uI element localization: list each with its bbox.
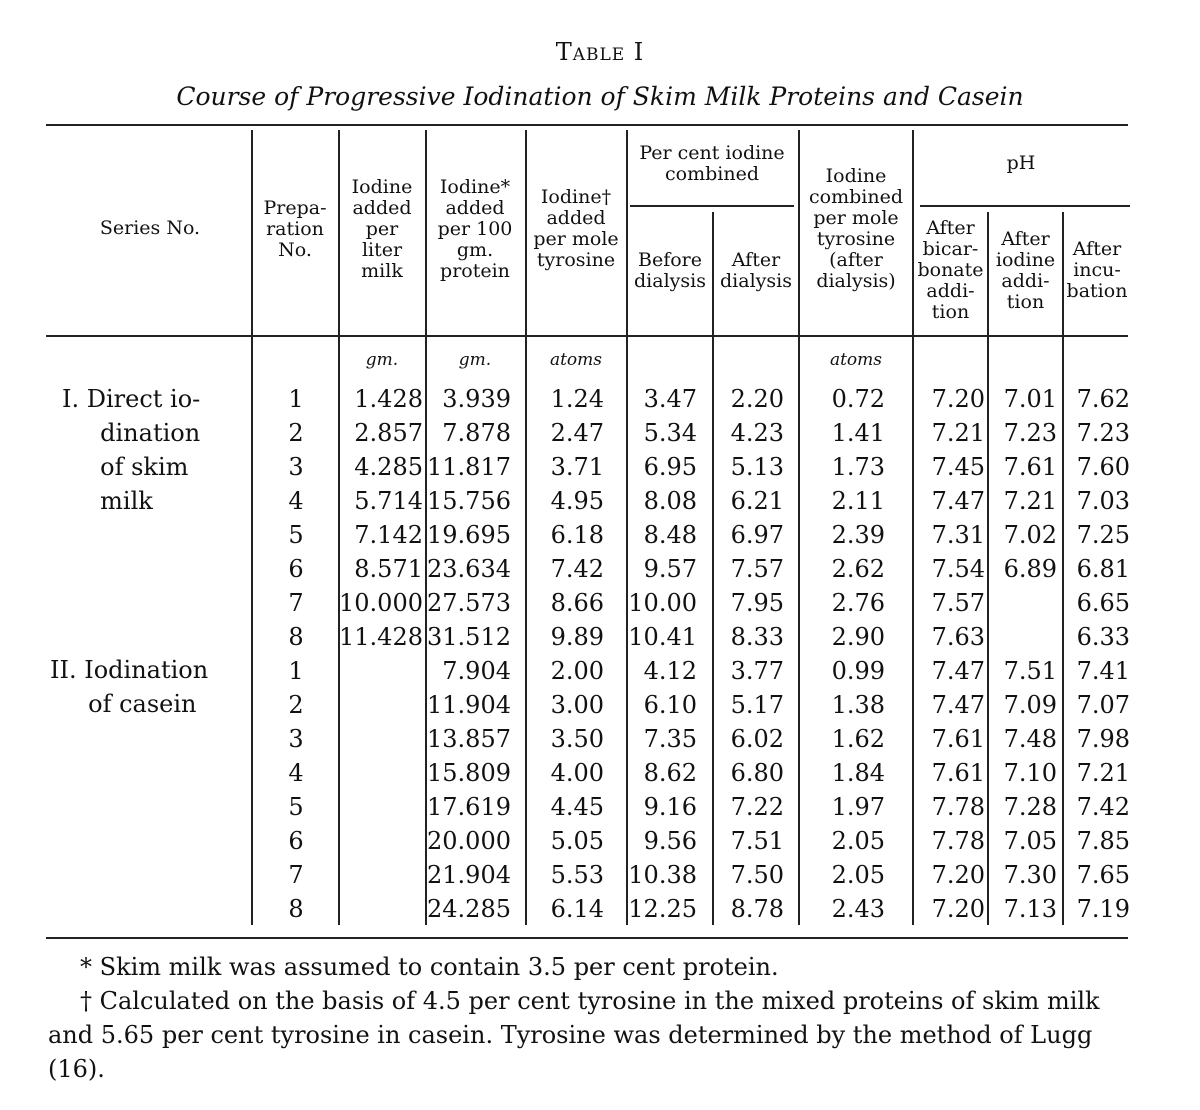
cell-iodine-liter: 1.428	[354, 385, 423, 413]
header-iodine-liter: Iodine added per liter milk	[351, 176, 413, 282]
cell-iodine-liter: 2.857	[354, 419, 423, 447]
cell-ph-iodine: 7.61	[1003, 453, 1057, 481]
cell-prep-no: 1	[288, 657, 304, 685]
cell-percent-before: 7.35	[643, 725, 697, 753]
cell-iodine-mole: 4.45	[550, 793, 604, 821]
cell-ph-incubation: 7.60	[1076, 453, 1130, 481]
cell-percent-before: 8.62	[643, 759, 697, 787]
cell-percent-after: 8.33	[730, 623, 784, 651]
cell-iodine-mole: 7.42	[550, 555, 604, 583]
cell-percent-after: 8.78	[730, 895, 784, 923]
cell-ph-incubation: 7.98	[1076, 725, 1130, 753]
unit-gm: gm.	[458, 350, 492, 370]
header-ph-group: pH	[1006, 152, 1036, 174]
cell-ph-iodine: 7.05	[1003, 827, 1057, 855]
cell-iodine-combined: 1.73	[831, 453, 885, 481]
cell-iodine-mole: 2.00	[550, 657, 604, 685]
cell-ph-iodine: 7.02	[1003, 521, 1057, 549]
cell-iodine-mole: 8.66	[550, 589, 604, 617]
header-rule	[46, 335, 1128, 337]
cell-iodine-liter: 7.142	[354, 521, 423, 549]
header-before-dialysis: Before dialysis	[634, 249, 706, 292]
cell-percent-before: 9.16	[643, 793, 697, 821]
cell-ph-iodine: 7.10	[1003, 759, 1057, 787]
cell-prep-no: 1	[288, 385, 304, 413]
table-row	[0, 722, 1200, 756]
cell-percent-before: 9.56	[643, 827, 697, 855]
header-series: Series No.	[99, 217, 201, 239]
table-title: Table I	[555, 38, 645, 66]
table-row	[0, 858, 1200, 892]
cell-iodine-100gm: 23.634	[427, 555, 511, 583]
cell-iodine-combined: 2.90	[831, 623, 885, 651]
cell-ph-bicarbonate: 7.20	[931, 861, 985, 889]
cell-iodine-liter: 11.428	[339, 623, 423, 651]
cell-prep-no: 2	[288, 419, 304, 447]
cell-iodine-mole: 4.00	[550, 759, 604, 787]
cell-iodine-100gm: 3.939	[442, 385, 511, 413]
cell-iodine-100gm: 7.878	[442, 419, 511, 447]
cell-percent-after: 5.17	[730, 691, 784, 719]
table-row	[0, 756, 1200, 790]
cell-percent-after: 7.95	[730, 589, 784, 617]
cell-iodine-liter: 10.000	[339, 589, 423, 617]
cell-ph-incubation: 7.19	[1076, 895, 1130, 923]
cell-percent-after: 4.23	[730, 419, 784, 447]
series-label-2: II. Iodination of casein	[50, 656, 209, 718]
cell-iodine-combined: 2.43	[831, 895, 885, 923]
cell-iodine-combined: 0.99	[831, 657, 885, 685]
cell-ph-incubation: 7.62	[1076, 385, 1130, 413]
cell-iodine-combined: 1.84	[831, 759, 885, 787]
cell-iodine-100gm: 17.619	[427, 793, 511, 821]
cell-iodine-mole: 5.53	[550, 861, 604, 889]
top-rule	[46, 124, 1128, 126]
cell-ph-incubation: 7.85	[1076, 827, 1130, 855]
table-row	[0, 790, 1200, 824]
cell-percent-after: 7.22	[730, 793, 784, 821]
cell-iodine-100gm: 24.285	[427, 895, 511, 923]
pct-group-rule	[630, 205, 794, 207]
cell-ph-iodine: 7.21	[1003, 487, 1057, 515]
cell-prep-no: 8	[288, 623, 304, 651]
cell-percent-after: 3.77	[730, 657, 784, 685]
cell-prep-no: 8	[288, 895, 304, 923]
cell-percent-after: 6.80	[730, 759, 784, 787]
cell-prep-no: 7	[288, 861, 304, 889]
cell-percent-after: 7.57	[730, 555, 784, 583]
cell-iodine-mole: 3.00	[550, 691, 604, 719]
table-row	[0, 518, 1200, 552]
cell-prep-no: 5	[288, 521, 304, 549]
cell-prep-no: 7	[288, 589, 304, 617]
cell-ph-bicarbonate: 7.20	[931, 895, 985, 923]
unit-gm: gm.	[365, 350, 399, 370]
header-percent-group: Per cent iodine combined	[639, 142, 785, 185]
cell-percent-before: 4.12	[643, 657, 697, 685]
header-prep: Prepa- ration No.	[263, 197, 327, 261]
cell-iodine-100gm: 15.809	[427, 759, 511, 787]
cell-iodine-combined: 2.05	[831, 861, 885, 889]
cell-iodine-100gm: 15.756	[427, 487, 511, 515]
table-row	[0, 654, 1200, 688]
cell-ph-iodine: 7.30	[1003, 861, 1057, 889]
cell-ph-bicarbonate: 7.45	[931, 453, 985, 481]
cell-iodine-mole: 1.24	[550, 385, 604, 413]
cell-ph-bicarbonate: 7.21	[931, 419, 985, 447]
cell-iodine-combined: 2.05	[831, 827, 885, 855]
cell-ph-bicarbonate: 7.57	[931, 589, 985, 617]
cell-percent-after: 6.97	[730, 521, 784, 549]
cell-iodine-100gm: 13.857	[427, 725, 511, 753]
table-row	[0, 382, 1200, 416]
cell-iodine-combined: 0.72	[831, 385, 885, 413]
cell-iodine-combined: 2.39	[831, 521, 885, 549]
header-ph-iodine: After iodine addi- tion	[995, 228, 1056, 313]
cell-prep-no: 6	[288, 827, 304, 855]
cell-ph-incubation: 7.07	[1076, 691, 1130, 719]
cell-percent-after: 7.51	[730, 827, 784, 855]
cell-ph-incubation: 6.81	[1076, 555, 1130, 583]
cell-ph-bicarbonate: 7.63	[931, 623, 985, 651]
header-ph-bicarbonate: After bicar- bonate addi- tion	[917, 217, 984, 323]
table-subtitle: Course of Progressive Iodination of Skim Milk Proteins and Casein	[176, 82, 1024, 111]
cell-prep-no: 3	[288, 725, 304, 753]
cell-ph-incubation: 7.23	[1076, 419, 1130, 447]
cell-percent-before: 10.00	[628, 589, 697, 617]
table-row	[0, 892, 1200, 926]
cell-ph-incubation: 7.42	[1076, 793, 1130, 821]
cell-iodine-100gm: 20.000	[427, 827, 511, 855]
cell-iodine-combined: 1.41	[831, 419, 885, 447]
cell-iodine-combined: 2.76	[831, 589, 885, 617]
cell-percent-before: 10.38	[628, 861, 697, 889]
bottom-rule	[46, 937, 1128, 939]
cell-iodine-combined: 1.62	[831, 725, 885, 753]
cell-percent-before: 6.10	[643, 691, 697, 719]
cell-percent-before: 5.34	[643, 419, 697, 447]
table-row	[0, 824, 1200, 858]
cell-ph-incubation: 7.65	[1076, 861, 1130, 889]
cell-ph-iodine: 7.48	[1003, 725, 1057, 753]
cell-ph-iodine: 7.51	[1003, 657, 1057, 685]
cell-prep-no: 4	[288, 759, 304, 787]
cell-iodine-combined: 2.11	[831, 487, 885, 515]
cell-iodine-100gm: 11.904	[427, 691, 511, 719]
ph-group-rule	[920, 205, 1130, 207]
cell-prep-no: 3	[288, 453, 304, 481]
table-row	[0, 552, 1200, 586]
cell-iodine-mole: 5.05	[550, 827, 604, 855]
cell-ph-iodine: 7.09	[1003, 691, 1057, 719]
cell-percent-before: 3.47	[643, 385, 697, 413]
cell-percent-before: 6.95	[643, 453, 697, 481]
cell-ph-bicarbonate: 7.54	[931, 555, 985, 583]
footnote-star: * Skim milk was assumed to contain 3.5 per cent protein.	[80, 953, 779, 981]
footnote-dagger: † Calculated on the basis of 4.5 per cent tyrosine in the mixed proteins of skim milk and 5.65 per cent tyrosine in casein. Tyrosine was determined by the method of Lugg (16).	[48, 987, 1100, 1083]
series-label-1: I. Direct io- dination of skim milk	[62, 385, 201, 515]
table-row	[0, 450, 1200, 484]
cell-iodine-mole: 6.18	[550, 521, 604, 549]
cell-iodine-combined: 1.97	[831, 793, 885, 821]
cell-percent-after: 7.50	[730, 861, 784, 889]
cell-percent-before: 8.08	[643, 487, 697, 515]
table-row	[0, 620, 1200, 654]
cell-ph-bicarbonate: 7.61	[931, 725, 985, 753]
cell-percent-before: 9.57	[643, 555, 697, 583]
cell-ph-iodine: 6.89	[1003, 555, 1057, 583]
unit-atoms: atoms	[829, 350, 883, 370]
cell-ph-incubation: 6.33	[1076, 623, 1130, 651]
cell-iodine-mole: 6.14	[550, 895, 604, 923]
cell-ph-incubation: 6.65	[1076, 589, 1130, 617]
cell-ph-bicarbonate: 7.47	[931, 487, 985, 515]
cell-ph-iodine: 7.28	[1003, 793, 1057, 821]
cell-iodine-combined: 2.62	[831, 555, 885, 583]
cell-percent-after: 2.20	[730, 385, 784, 413]
cell-percent-after: 6.21	[730, 487, 784, 515]
cell-percent-before: 12.25	[628, 895, 697, 923]
cell-ph-bicarbonate: 7.20	[931, 385, 985, 413]
cell-iodine-liter: 5.714	[354, 487, 423, 515]
unit-atoms: atoms	[549, 350, 603, 370]
cell-prep-no: 5	[288, 793, 304, 821]
cell-ph-incubation: 7.25	[1076, 521, 1130, 549]
cell-ph-incubation: 7.03	[1076, 487, 1130, 515]
cell-iodine-liter: 8.571	[354, 555, 423, 583]
cell-iodine-100gm: 7.904	[442, 657, 511, 685]
cell-ph-bicarbonate: 7.31	[931, 521, 985, 549]
cell-ph-bicarbonate: 7.47	[931, 691, 985, 719]
cell-iodine-100gm: 27.573	[427, 589, 511, 617]
table-row	[0, 688, 1200, 722]
cell-prep-no: 6	[288, 555, 304, 583]
table-row	[0, 586, 1200, 620]
cell-iodine-100gm: 19.695	[427, 521, 511, 549]
cell-iodine-liter: 4.285	[354, 453, 423, 481]
header-after-dialysis: After dialysis	[720, 249, 792, 292]
cell-ph-bicarbonate: 7.78	[931, 827, 985, 855]
header-iodine-mole: Iodine† added per mole tyrosine	[533, 186, 619, 271]
table-row	[0, 484, 1200, 518]
header-iodine-100gm: Iodine* added per 100 gm. protein	[437, 176, 513, 282]
cell-iodine-100gm: 21.904	[427, 861, 511, 889]
cell-ph-bicarbonate: 7.47	[931, 657, 985, 685]
header-ph-incubation: After incu- bation	[1066, 238, 1128, 302]
header-iodine-combined: Iodine combined per mole tyrosine (after dialysis)	[809, 165, 903, 292]
cell-ph-iodine: 7.13	[1003, 895, 1057, 923]
cell-iodine-mole: 3.71	[550, 453, 604, 481]
cell-iodine-combined: 1.38	[831, 691, 885, 719]
cell-percent-before: 10.41	[628, 623, 697, 651]
cell-iodine-mole: 3.50	[550, 725, 604, 753]
cell-prep-no: 2	[288, 691, 304, 719]
cell-ph-iodine: 7.23	[1003, 419, 1057, 447]
cell-iodine-mole: 4.95	[550, 487, 604, 515]
cell-ph-bicarbonate: 7.61	[931, 759, 985, 787]
cell-percent-after: 6.02	[730, 725, 784, 753]
cell-ph-incubation: 7.41	[1076, 657, 1130, 685]
cell-iodine-100gm: 31.512	[427, 623, 511, 651]
cell-percent-after: 5.13	[730, 453, 784, 481]
cell-ph-bicarbonate: 7.78	[931, 793, 985, 821]
cell-percent-before: 8.48	[643, 521, 697, 549]
cell-ph-incubation: 7.21	[1076, 759, 1130, 787]
cell-iodine-100gm: 11.817	[427, 453, 511, 481]
table-row	[0, 416, 1200, 450]
cell-ph-iodine: 7.01	[1003, 385, 1057, 413]
cell-iodine-mole: 2.47	[550, 419, 604, 447]
cell-prep-no: 4	[288, 487, 304, 515]
cell-iodine-mole: 9.89	[550, 623, 604, 651]
